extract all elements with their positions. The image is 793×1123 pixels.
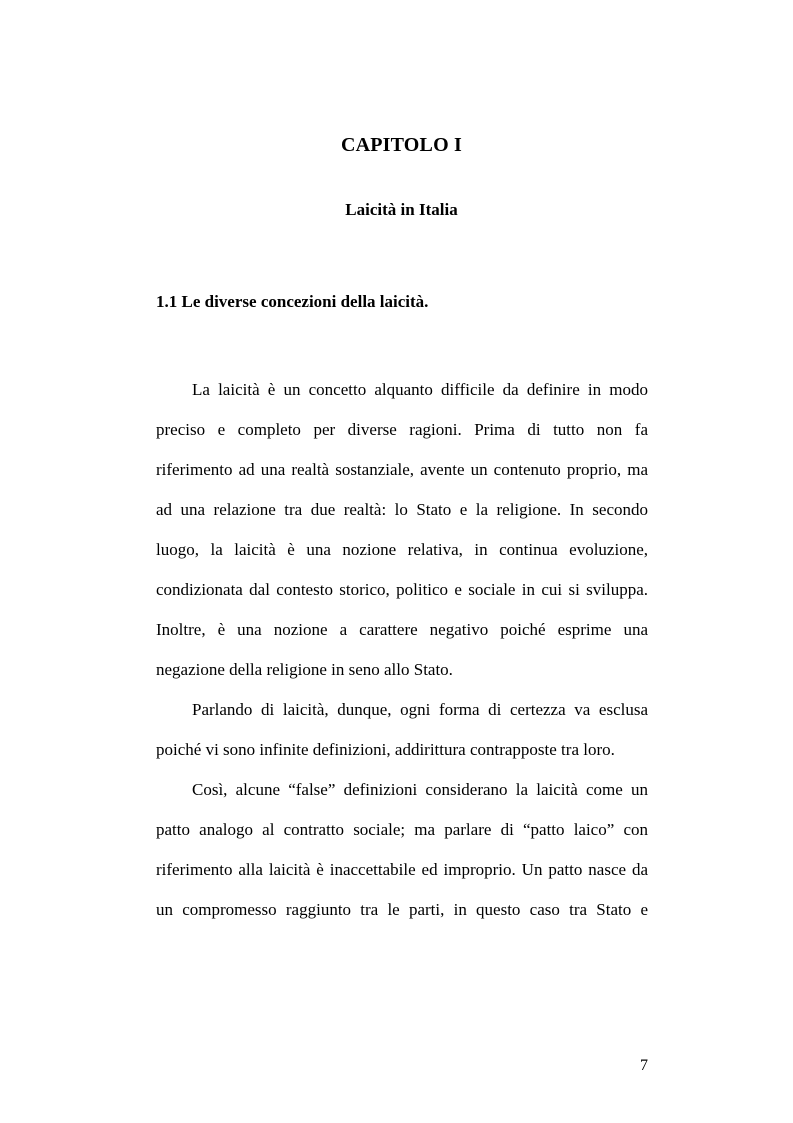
text-line: riferimento ad una realtà sostanziale, avente un contenuto proprio, ma: [156, 460, 648, 479]
text-line: Così, alcune “false” definizioni considerano la laicità come un: [192, 780, 648, 799]
text-line: La laicità è un concetto alquanto difficile da definire in modo: [192, 380, 648, 399]
text-line: ad una relazione tra due realtà: lo Stato e la religione. In secondo: [156, 500, 648, 519]
text-line: patto analogo al contratto sociale; ma parlare di “patto laico” con: [156, 820, 648, 839]
text-line: Inoltre, è una nozione a carattere negativo poiché esprime una: [156, 620, 648, 639]
text-line: condizionata dal contesto storico, politico e sociale in cui si sviluppa.: [156, 580, 648, 599]
text-line: luogo, la laicità è una nozione relativa, in continua evoluzione,: [156, 540, 648, 559]
body-text: [156, 370, 648, 930]
chapter-title: CAPITOLO I: [340, 134, 463, 156]
text-line: poiché vi sono infinite definizioni, addirittura contrapposte tra loro.: [156, 740, 615, 759]
chapter-subtitle: Laicità in Italia: [345, 200, 458, 219]
text-line: preciso e completo per diverse ragioni. Prima di tutto non fa: [156, 420, 648, 439]
text-line: negazione della religione in seno allo Stato.: [156, 660, 453, 679]
text-line: Parlando di laicità, dunque, ogni forma di certezza va esclusa: [192, 700, 648, 719]
section-heading: 1.1 Le diverse concezioni della laicità.: [156, 292, 429, 311]
page-number: 7: [640, 1057, 648, 1074]
text-line: riferimento alla laicità è inaccettabile ed improprio. Un patto nasce da: [156, 860, 648, 879]
text-line: un compromesso raggiunto tra le parti, in questo caso tra Stato e: [156, 900, 648, 919]
